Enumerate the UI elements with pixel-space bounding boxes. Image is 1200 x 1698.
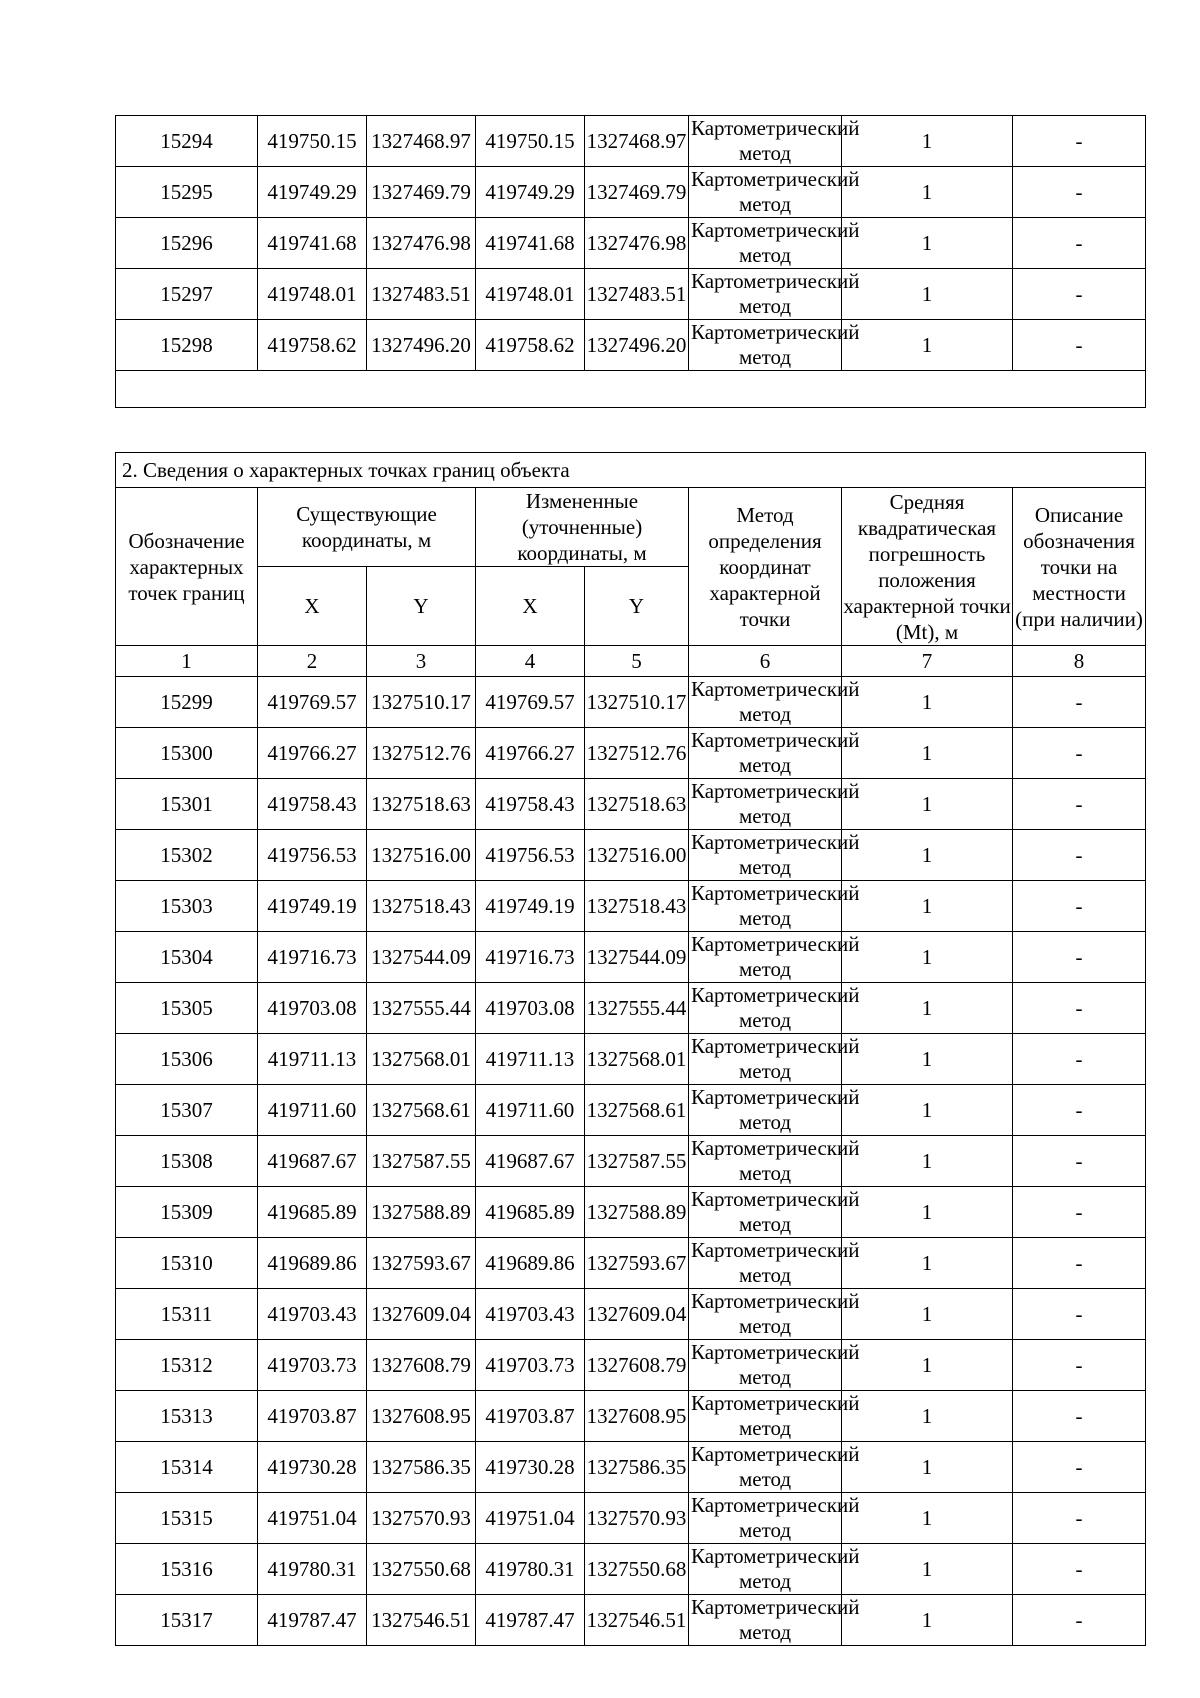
points-table xyxy=(115,452,1146,1646)
point-number: 15308 xyxy=(116,1136,258,1187)
changed-x: 419766.27 xyxy=(476,728,585,779)
method: Картометрический метод xyxy=(689,1391,842,1442)
error-value: 1 xyxy=(842,983,1013,1034)
existing-y: 1327469.79 xyxy=(367,167,476,218)
changed-x: 419769.57 xyxy=(476,677,585,728)
error-value: 1 xyxy=(842,1391,1013,1442)
existing-x: 419787.47 xyxy=(258,1595,367,1646)
header-method: Метод определения координат характерной точки xyxy=(689,488,842,646)
description: - xyxy=(1013,1136,1146,1187)
column-number: 7 xyxy=(842,646,1013,677)
column-number: 5 xyxy=(585,646,689,677)
table-row xyxy=(116,1136,1146,1187)
description: - xyxy=(1013,1085,1146,1136)
error-value: 1 xyxy=(842,1238,1013,1289)
existing-y: 1327588.89 xyxy=(367,1187,476,1238)
table-row xyxy=(116,1544,1146,1595)
table-row xyxy=(116,779,1146,830)
column-number: 8 xyxy=(1013,646,1146,677)
method: Картометрический метод xyxy=(689,728,842,779)
point-number: 15297 xyxy=(116,269,258,320)
header-description: Описание обозначения точки на местности (при наличии) xyxy=(1013,488,1146,646)
existing-y: 1327544.09 xyxy=(367,932,476,983)
existing-x: 419685.89 xyxy=(258,1187,367,1238)
empty-cell xyxy=(116,371,1146,408)
method: Картометрический метод xyxy=(689,1085,842,1136)
table-row xyxy=(116,320,1146,371)
changed-x: 419730.28 xyxy=(476,1442,585,1493)
existing-x: 419703.87 xyxy=(258,1391,367,1442)
error-value: 1 xyxy=(842,779,1013,830)
point-number: 15298 xyxy=(116,320,258,371)
description: - xyxy=(1013,1340,1146,1391)
table-row xyxy=(116,116,1146,167)
method: Картометрический метод xyxy=(689,983,842,1034)
method: Картометрический метод xyxy=(689,1493,842,1544)
changed-y: 1327516.00 xyxy=(585,830,689,881)
method: Картометрический метод xyxy=(689,1340,842,1391)
existing-x: 419730.28 xyxy=(258,1442,367,1493)
description: - xyxy=(1013,1289,1146,1340)
existing-y: 1327570.93 xyxy=(367,1493,476,1544)
points-table-continued xyxy=(115,115,1146,408)
method: Картометрический метод xyxy=(689,1289,842,1340)
existing-y: 1327555.44 xyxy=(367,983,476,1034)
error-value: 1 xyxy=(842,830,1013,881)
existing-y: 1327609.04 xyxy=(367,1289,476,1340)
column-number: 2 xyxy=(258,646,367,677)
changed-y: 1327468.97 xyxy=(585,116,689,167)
table-row xyxy=(116,677,1146,728)
changed-x: 419750.15 xyxy=(476,116,585,167)
empty-row xyxy=(116,371,1146,408)
method: Картометрический метод xyxy=(689,167,842,218)
existing-y: 1327476.98 xyxy=(367,218,476,269)
description: - xyxy=(1013,728,1146,779)
description: - xyxy=(1013,779,1146,830)
description: - xyxy=(1013,932,1146,983)
existing-y: 1327568.01 xyxy=(367,1034,476,1085)
changed-x: 419703.08 xyxy=(476,983,585,1034)
existing-x: 419749.29 xyxy=(258,167,367,218)
existing-y: 1327496.20 xyxy=(367,320,476,371)
existing-x: 419703.43 xyxy=(258,1289,367,1340)
existing-y: 1327608.79 xyxy=(367,1340,476,1391)
description: - xyxy=(1013,1442,1146,1493)
changed-y: 1327512.76 xyxy=(585,728,689,779)
existing-x: 419756.53 xyxy=(258,830,367,881)
changed-x: 419780.31 xyxy=(476,1544,585,1595)
table-row xyxy=(116,881,1146,932)
changed-y: 1327608.95 xyxy=(585,1391,689,1442)
method: Картометрический метод xyxy=(689,1034,842,1085)
method: Картометрический метод xyxy=(689,830,842,881)
error-value: 1 xyxy=(842,1442,1013,1493)
table-row xyxy=(116,269,1146,320)
table-row xyxy=(116,1187,1146,1238)
changed-y: 1327586.35 xyxy=(585,1442,689,1493)
existing-x: 419703.73 xyxy=(258,1340,367,1391)
existing-y: 1327518.63 xyxy=(367,779,476,830)
error-value: 1 xyxy=(842,881,1013,932)
method: Картометрический метод xyxy=(689,779,842,830)
method: Картометрический метод xyxy=(689,1595,842,1646)
error-value: 1 xyxy=(842,1136,1013,1187)
method: Картометрический метод xyxy=(689,269,842,320)
table-row xyxy=(116,830,1146,881)
point-number: 15306 xyxy=(116,1034,258,1085)
error-value: 1 xyxy=(842,1340,1013,1391)
header-error: Средняя квадратическая погрешность положения характерной точки (Mt), м xyxy=(843,489,1011,644)
changed-y: 1327587.55 xyxy=(585,1136,689,1187)
existing-x: 419758.43 xyxy=(258,779,367,830)
error-value: 1 xyxy=(842,1289,1013,1340)
error-value: 1 xyxy=(842,677,1013,728)
changed-x: 419711.13 xyxy=(476,1034,585,1085)
changed-x: 419703.43 xyxy=(476,1289,585,1340)
point-number: 15294 xyxy=(116,116,258,167)
method: Картометрический метод xyxy=(689,881,842,932)
method: Картометрический метод xyxy=(689,1187,842,1238)
changed-x: 419703.73 xyxy=(476,1340,585,1391)
description: - xyxy=(1013,1544,1146,1595)
header-changed-y: Y xyxy=(585,567,689,646)
description: - xyxy=(1013,269,1146,320)
changed-x: 419749.19 xyxy=(476,881,585,932)
point-number: 15301 xyxy=(116,779,258,830)
changed-y: 1327518.63 xyxy=(585,779,689,830)
point-number: 15300 xyxy=(116,728,258,779)
changed-y: 1327469.79 xyxy=(585,167,689,218)
point-number: 15309 xyxy=(116,1187,258,1238)
existing-y: 1327518.43 xyxy=(367,881,476,932)
existing-x: 419711.60 xyxy=(258,1085,367,1136)
changed-x: 419703.87 xyxy=(476,1391,585,1442)
existing-y: 1327593.67 xyxy=(367,1238,476,1289)
method: Картометрический метод xyxy=(689,116,842,167)
error-value: 1 xyxy=(842,167,1013,218)
changed-x: 419756.53 xyxy=(476,830,585,881)
changed-x: 419758.43 xyxy=(476,779,585,830)
method: Картометрический метод xyxy=(689,1442,842,1493)
table-row xyxy=(116,218,1146,269)
point-number: 15299 xyxy=(116,677,258,728)
method: Картометрический метод xyxy=(689,1238,842,1289)
changed-x: 419749.29 xyxy=(476,167,585,218)
point-number: 15312 xyxy=(116,1340,258,1391)
description: - xyxy=(1013,1238,1146,1289)
point-number: 15317 xyxy=(116,1595,258,1646)
description: - xyxy=(1013,1493,1146,1544)
header-existing-coords: Существующие координаты, м xyxy=(258,488,476,567)
table-row xyxy=(116,932,1146,983)
error-value: 1 xyxy=(842,932,1013,983)
changed-y: 1327570.93 xyxy=(585,1493,689,1544)
changed-y: 1327546.51 xyxy=(585,1595,689,1646)
changed-y: 1327510.17 xyxy=(585,677,689,728)
changed-y: 1327609.04 xyxy=(585,1289,689,1340)
point-number: 15314 xyxy=(116,1442,258,1493)
description: - xyxy=(1013,881,1146,932)
table-row xyxy=(116,1442,1146,1493)
description: - xyxy=(1013,1034,1146,1085)
changed-x: 419748.01 xyxy=(476,269,585,320)
error-value: 1 xyxy=(842,1544,1013,1595)
description: - xyxy=(1013,1391,1146,1442)
table-row xyxy=(116,728,1146,779)
changed-y: 1327544.09 xyxy=(585,932,689,983)
table-row xyxy=(116,1595,1146,1646)
existing-x: 419748.01 xyxy=(258,269,367,320)
error-value: 1 xyxy=(842,116,1013,167)
existing-x: 419741.68 xyxy=(258,218,367,269)
existing-y: 1327483.51 xyxy=(367,269,476,320)
description: - xyxy=(1013,1595,1146,1646)
table-row xyxy=(116,1085,1146,1136)
method: Картометрический метод xyxy=(689,677,842,728)
existing-x: 419716.73 xyxy=(258,932,367,983)
existing-y: 1327550.68 xyxy=(367,1544,476,1595)
changed-y: 1327555.44 xyxy=(585,983,689,1034)
description: - xyxy=(1013,218,1146,269)
changed-y: 1327518.43 xyxy=(585,881,689,932)
table-row xyxy=(116,1034,1146,1085)
changed-x: 419711.60 xyxy=(476,1085,585,1136)
section-title: 2. Сведения о характерных точках границ объекта xyxy=(116,453,1146,488)
changed-y: 1327568.01 xyxy=(585,1034,689,1085)
existing-y: 1327516.00 xyxy=(367,830,476,881)
method: Картометрический метод xyxy=(689,932,842,983)
error-value: 1 xyxy=(842,1187,1013,1238)
description: - xyxy=(1013,320,1146,371)
header-changed-coords: Измененные (уточненные) координаты, м xyxy=(476,488,689,567)
header-designation: Обозначение характерных точек границ xyxy=(116,488,258,646)
table-row xyxy=(116,1238,1146,1289)
changed-x: 419741.68 xyxy=(476,218,585,269)
point-number: 15304 xyxy=(116,932,258,983)
error-value: 1 xyxy=(842,269,1013,320)
table-row xyxy=(116,1340,1146,1391)
method: Картометрический метод xyxy=(689,218,842,269)
changed-y: 1327588.89 xyxy=(585,1187,689,1238)
error-value: 1 xyxy=(842,320,1013,371)
existing-x: 419750.15 xyxy=(258,116,367,167)
description: - xyxy=(1013,116,1146,167)
existing-x: 419711.13 xyxy=(258,1034,367,1085)
existing-x: 419780.31 xyxy=(258,1544,367,1595)
point-number: 15315 xyxy=(116,1493,258,1544)
existing-y: 1327512.76 xyxy=(367,728,476,779)
existing-y: 1327587.55 xyxy=(367,1136,476,1187)
existing-x: 419689.86 xyxy=(258,1238,367,1289)
point-number: 15307 xyxy=(116,1085,258,1136)
point-number: 15302 xyxy=(116,830,258,881)
changed-x: 419687.67 xyxy=(476,1136,585,1187)
existing-y: 1327586.35 xyxy=(367,1442,476,1493)
existing-y: 1327510.17 xyxy=(367,677,476,728)
point-number: 15303 xyxy=(116,881,258,932)
description: - xyxy=(1013,167,1146,218)
error-value: 1 xyxy=(842,1085,1013,1136)
existing-x: 419751.04 xyxy=(258,1493,367,1544)
changed-x: 419751.04 xyxy=(476,1493,585,1544)
column-number: 1 xyxy=(116,646,258,677)
description: - xyxy=(1013,830,1146,881)
error-value: 1 xyxy=(842,1034,1013,1085)
header-changed-x: X xyxy=(476,567,585,646)
column-number: 4 xyxy=(476,646,585,677)
changed-x: 419758.62 xyxy=(476,320,585,371)
point-number: 15313 xyxy=(116,1391,258,1442)
table-row xyxy=(116,1391,1146,1442)
point-number: 15311 xyxy=(116,1289,258,1340)
error-value: 1 xyxy=(842,1493,1013,1544)
existing-x: 419758.62 xyxy=(258,320,367,371)
table-row xyxy=(116,1289,1146,1340)
changed-y: 1327568.61 xyxy=(585,1085,689,1136)
description: - xyxy=(1013,983,1146,1034)
existing-x: 419769.57 xyxy=(258,677,367,728)
header-existing-x: X xyxy=(258,567,367,646)
table-row xyxy=(116,167,1146,218)
changed-y: 1327608.79 xyxy=(585,1340,689,1391)
existing-x: 419766.27 xyxy=(258,728,367,779)
existing-y: 1327608.95 xyxy=(367,1391,476,1442)
changed-y: 1327496.20 xyxy=(585,320,689,371)
changed-x: 419689.86 xyxy=(476,1238,585,1289)
column-number: 3 xyxy=(367,646,476,677)
point-number: 15296 xyxy=(116,218,258,269)
point-number: 15295 xyxy=(116,167,258,218)
point-number: 15316 xyxy=(116,1544,258,1595)
changed-x: 419787.47 xyxy=(476,1595,585,1646)
method: Картометрический метод xyxy=(689,320,842,371)
existing-x: 419687.67 xyxy=(258,1136,367,1187)
changed-x: 419716.73 xyxy=(476,932,585,983)
description: - xyxy=(1013,1187,1146,1238)
existing-y: 1327568.61 xyxy=(367,1085,476,1136)
existing-y: 1327468.97 xyxy=(367,116,476,167)
point-number: 15305 xyxy=(116,983,258,1034)
table-row xyxy=(116,983,1146,1034)
error-value: 1 xyxy=(842,1595,1013,1646)
changed-y: 1327550.68 xyxy=(585,1544,689,1595)
changed-y: 1327483.51 xyxy=(585,269,689,320)
method: Картометрический метод xyxy=(689,1544,842,1595)
error-value: 1 xyxy=(842,728,1013,779)
changed-x: 419685.89 xyxy=(476,1187,585,1238)
method: Картометрический метод xyxy=(689,1136,842,1187)
table-row xyxy=(116,1493,1146,1544)
point-number: 15310 xyxy=(116,1238,258,1289)
existing-x: 419749.19 xyxy=(258,881,367,932)
changed-y: 1327476.98 xyxy=(585,218,689,269)
changed-y: 1327593.67 xyxy=(585,1238,689,1289)
column-number: 6 xyxy=(689,646,842,677)
existing-x: 419703.08 xyxy=(258,983,367,1034)
header-existing-y: Y xyxy=(367,567,476,646)
description: - xyxy=(1013,677,1146,728)
existing-y: 1327546.51 xyxy=(367,1595,476,1646)
error-value: 1 xyxy=(842,218,1013,269)
